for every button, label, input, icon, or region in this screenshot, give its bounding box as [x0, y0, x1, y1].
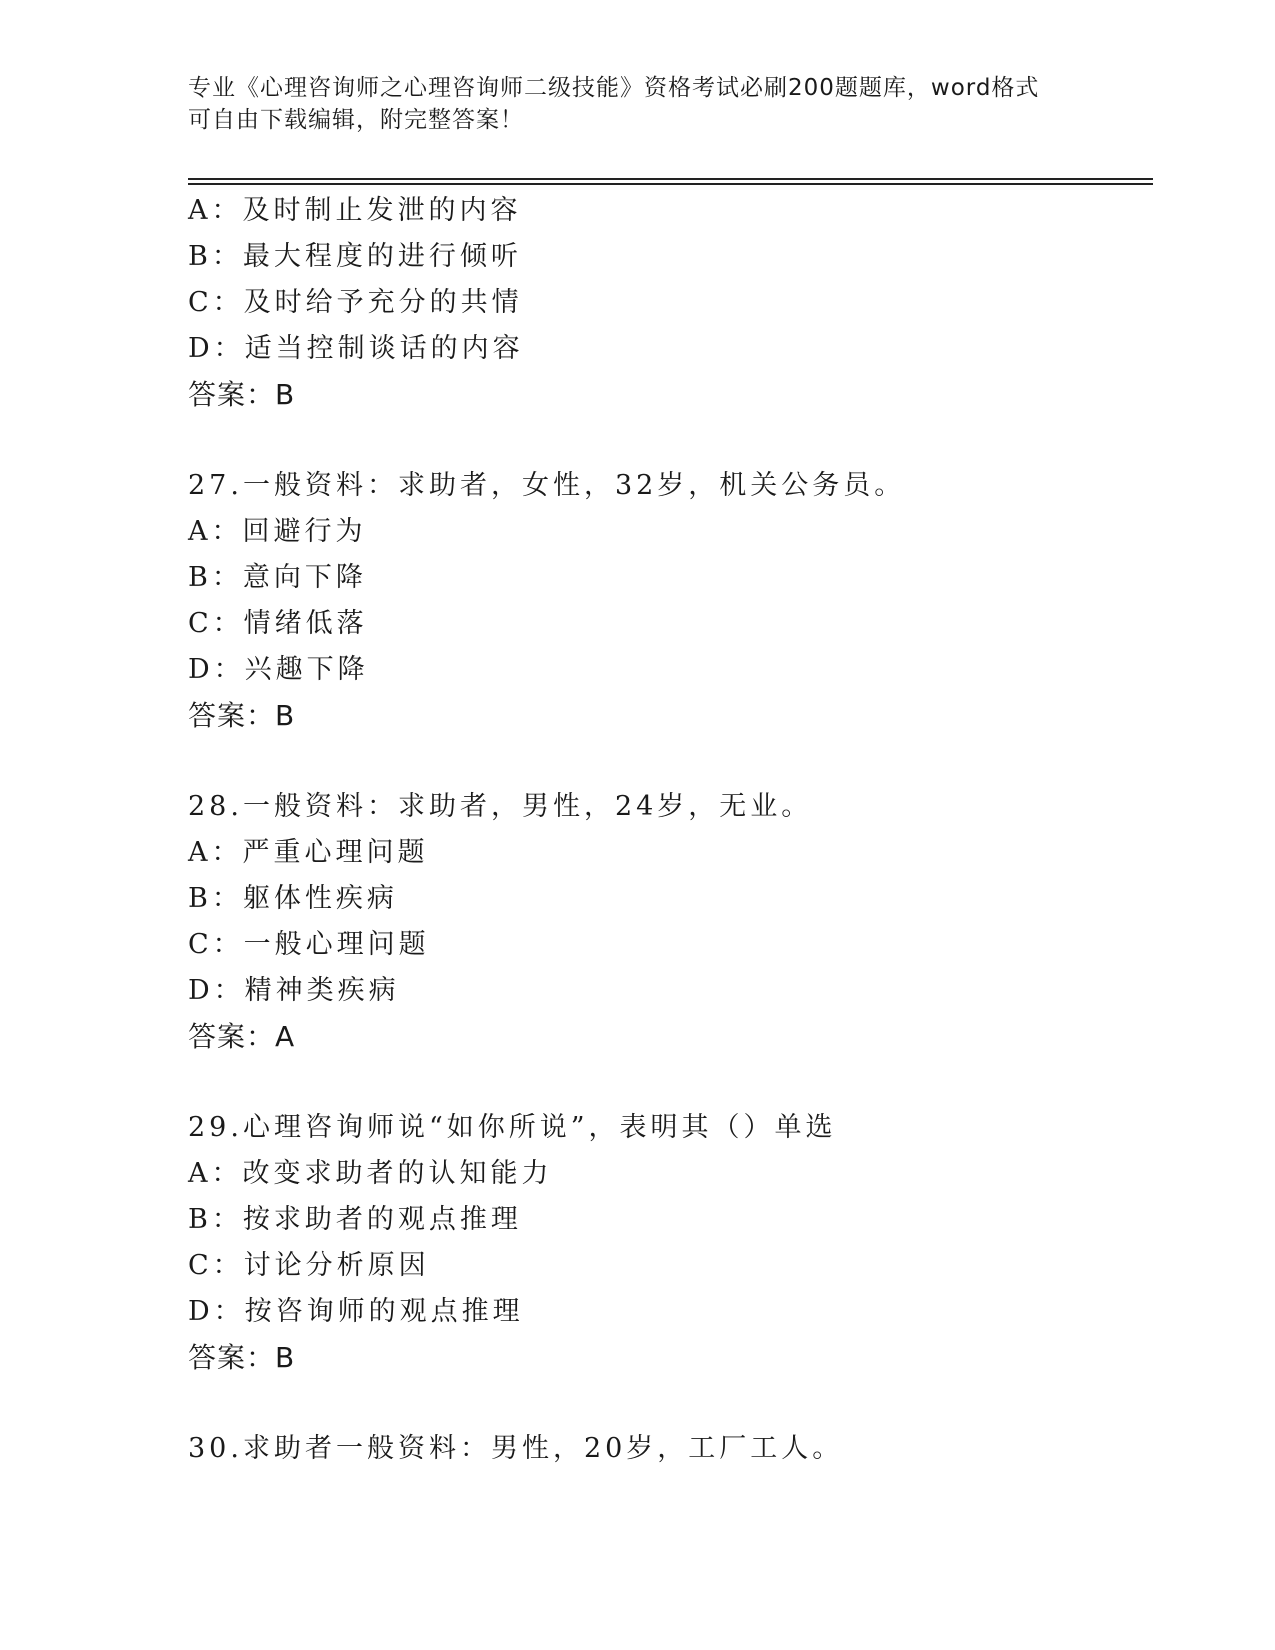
question-28	[188, 784, 1138, 1060]
document-header	[188, 72, 1088, 136]
question-26-continued	[188, 188, 1138, 418]
option-b: B：意向下降	[188, 562, 367, 593]
question-27	[188, 463, 1138, 739]
option-b: B：最大程度的进行倾听	[188, 241, 522, 272]
option-d: D：兴趣下降	[188, 654, 369, 685]
header-line-2: 可自由下载编辑，附完整答案！	[188, 107, 524, 133]
option-d: D：适当控制谈话的内容	[188, 333, 524, 364]
answer: 答案：B	[188, 699, 296, 732]
answer: 答案：A	[188, 1020, 296, 1053]
option-c: C：及时给予充分的共情	[188, 287, 523, 318]
header-rule-top	[188, 178, 1153, 180]
question-title: 29.心理咨询师说“如你所说”，表明其（）单选	[188, 1112, 837, 1143]
option-b: B：按求助者的观点推理	[188, 1204, 522, 1235]
option-d: D：精神类疾病	[188, 975, 400, 1006]
question-title: 30.求助者一般资料：男性，20岁，工厂工人。	[188, 1433, 844, 1464]
option-a: A：及时制止发泄的内容	[188, 195, 522, 226]
header-rule-bottom	[188, 183, 1153, 185]
option-a: A：严重心理问题	[188, 837, 429, 868]
option-c: C：情绪低落	[188, 608, 368, 639]
option-b: B：躯体性疾病	[188, 883, 398, 914]
question-30	[188, 1426, 1138, 1472]
header-line-1: 专业《心理咨询师之心理咨询师二级技能》资格考试必刷200题题库，word格式	[188, 75, 1040, 101]
question-29	[188, 1105, 1138, 1381]
question-title: 28.一般资料：求助者，男性，24岁，无业。	[188, 791, 813, 822]
question-title: 27.一般资料：求助者，女性，32岁，机关公务员。	[188, 470, 906, 501]
option-a: A：改变求助者的认知能力	[188, 1158, 553, 1189]
question-list	[188, 188, 1138, 1472]
option-c: C：讨论分析原因	[188, 1250, 430, 1281]
option-d: D：按咨询师的观点推理	[188, 1296, 524, 1327]
answer: 答案：B	[188, 1341, 296, 1374]
answer: 答案：B	[188, 378, 296, 411]
option-c: C：一般心理问题	[188, 929, 430, 960]
option-a: A：回避行为	[188, 516, 367, 547]
